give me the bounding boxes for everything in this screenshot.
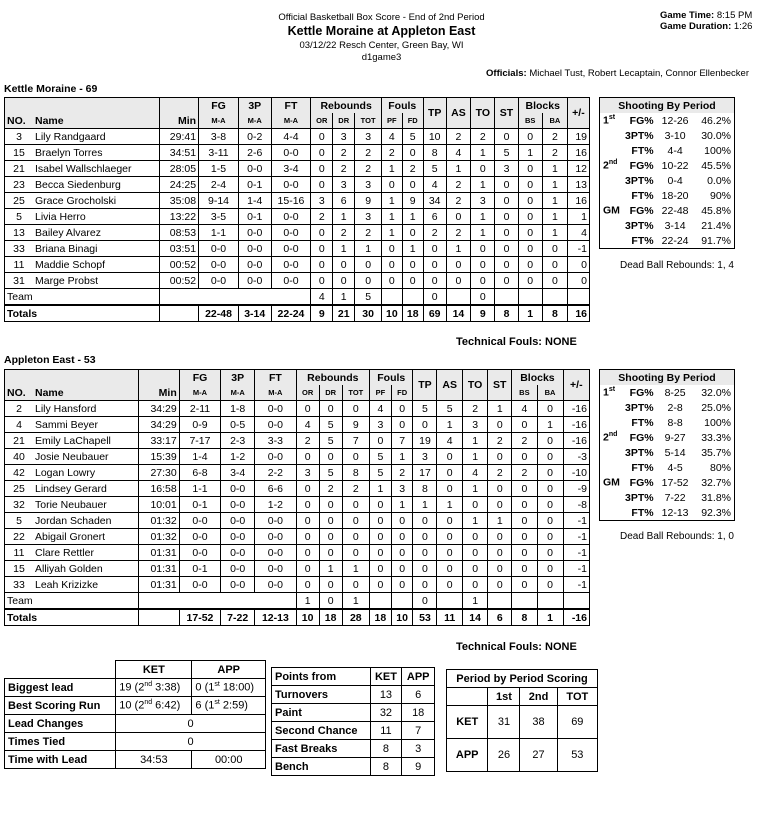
subheader-row: NO. Name Min M-A M-A M-A OR DR TOT PF FD BS BA	[5, 113, 590, 129]
player-row: 21 Emily LaChapell 33:17 7-17 2-3 3-3 2 5 7 0 7 19 4 1 2 2 0 -16	[5, 433, 590, 449]
period-scoring-row: APP 26 27 53	[447, 739, 598, 772]
team1-shooting-table	[599, 97, 735, 249]
team1-box	[4, 97, 590, 322]
points-from	[271, 667, 435, 776]
officials: Officials: Michael Tust, Robert Lecaptain, Connor Ellenbecker	[486, 68, 749, 79]
game-summary	[4, 660, 266, 769]
period-scoring-header: 1st 2nd TOT	[447, 688, 598, 706]
player-row: 11 Clare Rettler 01:31 0-0 0-0 0-0 0 0 0 0 0 0 0 0 0 0 0 -1	[5, 545, 590, 561]
date-venue: 03/12/22 Resch Center, Green Bay, WI	[299, 40, 464, 51]
shooting-row: 3PT% 5-14 35.7%	[625, 446, 731, 459]
player-row: 11 Maddie Schopf 00:52 0-0 0-0 0-0 0 0 0 0 0 0 0 0 0 0 0 0	[5, 257, 590, 273]
game-duration: Game Duration: 1:26	[660, 21, 753, 32]
shooting-title-row: Shooting By Period	[600, 370, 735, 386]
shooting-row: FT% 12-13 92.3%	[631, 506, 731, 519]
shooting-row: 2nd FG% 9-27 33.3%	[603, 431, 731, 444]
points-from-row: Second Chance 11 7	[272, 722, 435, 740]
player-row: 33 Leah Krizizke 01:31 0-0 0-0 0-0 0 0 0 0 0 0 0 0 0 0 0 -1	[5, 577, 590, 593]
shooting-row: GM FG% 17-52 32.7%	[603, 476, 731, 489]
team1-title: Kettle Moraine - 69	[4, 83, 98, 95]
biggest-lead-app: 0 (1st 18:00)	[192, 679, 266, 697]
player-row: 15 Alliyah Golden 01:31 0-1 0-0 0-0 0 1 1 0 0 0 0 0 0 0 0 -1	[5, 561, 590, 577]
player-row: 23 Becca Siedenburg 24:25 2-4 0-1 0-0 0 3 3 0 0 4 2 1 0 0 1 13	[5, 177, 590, 193]
team1-dead-ball: Dead Ball Rebounds: 1, 4	[620, 260, 734, 271]
period-scoring-row: KET 31 38 69	[447, 706, 598, 739]
shooting-row: GM FG% 22-48 45.8%	[603, 204, 731, 217]
player-row: 13 Bailey Alvarez 08:53 1-1 0-0 0-0 0 2 2 1 0 2 2 1 0 0 1 4	[5, 225, 590, 241]
team-row: Team 1 0 1 0 1	[5, 593, 590, 610]
player-row: 3 Lily Randgaard 29:41 3-8 0-2 4-4 0 3 3 4 5 10 2 2 0 0 2 19	[5, 129, 590, 145]
player-row: 5 Livia Herro 13:22 3-5 0-1 0-0 2 1 3 1 1 6 0 1 0 0 1 1	[5, 209, 590, 225]
header-row: FG 3P FT Rebounds Fouls TP AS TO ST Blocks +/-	[5, 370, 590, 386]
shooting-row: FT% 4-5 80%	[631, 461, 731, 474]
shooting-row: 3PT% 2-8 25.0%	[625, 401, 731, 414]
points-from-row: Paint 32 18	[272, 704, 435, 722]
player-row: 5 Jordan Schaden 01:32 0-0 0-0 0-0 0 0 0 0 0 0 0 1 1 0 0 -1	[5, 513, 590, 529]
points-from-row: Fast Breaks 8 3	[272, 740, 435, 758]
shooting-row: 3PT% 3-10 30.0%	[625, 129, 731, 142]
game-code: d1game3	[361, 52, 402, 63]
player-row: 2 Lily Hansford 34:29 2-11 1-8 0-0 0 0 0 4 0 5 5 2 1 4 0 -16	[5, 401, 590, 417]
totals-row: Totals 22-48 3-14 22-24 9 21 30 10 18 69 14 9 8 1 8 16	[5, 305, 590, 322]
player-row: 22 Abigail Gronert 01:32 0-0 0-0 0-0 0 0 0 0 0 0 0 0 0 0 0 -1	[5, 529, 590, 545]
player-row: 33 Briana Binagi 03:51 0-0 0-0 0-0 0 1 1 0 1 0 1 0 0 0 0 -1	[5, 241, 590, 257]
team1-box-table	[4, 97, 590, 322]
player-row: 25 Grace Grocholski 35:08 9-14 1-4 15-16 3 6 9 1 9 34 2 3 0 0 1 16	[5, 193, 590, 209]
period-scoring-table	[446, 669, 598, 772]
player-row: 31 Marge Probst 00:52 0-0 0-0 0-0 0 0 0 0 0 0 0 0 0 0 0 0	[5, 273, 590, 289]
totals-row: Totals 17-52 7-22 12-13 10 18 28 18 10 53 11 14 6 8 1 -16	[5, 609, 590, 626]
points-from-table	[271, 667, 435, 776]
shooting-row: 3PT% 3-14 21.4%	[625, 219, 731, 232]
biggest-lead-ket: 19 (2nd 3:38)	[116, 679, 192, 697]
player-row: 40 Josie Neubauer 15:39 1-4 1-2 0-0 0 0 0 5 1 3 0 1 0 0 0 -3	[5, 449, 590, 465]
shooting-row: 1st FG% 8-25 32.0%	[603, 386, 731, 399]
player-row: 42 Logan Lowry 27:30 6-8 3-4 2-2 3 5 8 5 2 17 0 4 2 2 0 -10	[5, 465, 590, 481]
report-title: Official Basketball Box Score - End of 2nd Period	[278, 12, 485, 23]
period-scoring	[446, 669, 598, 772]
player-row: 4 Sammi Beyer 34:29 0-9 0-5 0-0 4 5 9 3 0 0 1 3 0 0 1 -16	[5, 417, 590, 433]
team1-shooting-panel	[599, 97, 735, 249]
team2-shooting-panel	[599, 369, 735, 521]
team1-technical: Technical Fouls: NONE	[456, 336, 577, 348]
player-row: 32 Torie Neubauer 10:01 0-1 0-0 1-2 0 0 0 0 1 1 1 0 0 0 0 -8	[5, 497, 590, 513]
subheader-row: NO. Name Min M-A M-A M-A OR DR TOT PF FD BS BA	[5, 385, 590, 401]
team2-box-table	[4, 369, 590, 626]
shooting-row: 2nd FG% 10-22 45.5%	[603, 159, 731, 172]
shooting-row: FT% 4-4 100%	[631, 144, 731, 157]
header-row: FG 3P FT Rebounds Fouls TP AS TO ST Blocks +/-	[5, 98, 590, 114]
points-from-row: Turnovers 13 6	[272, 686, 435, 704]
period-scoring-title-row: Period by Period Scoring	[447, 670, 598, 688]
best-run-ket: 10 (2nd 6:42)	[116, 697, 192, 715]
shooting-row: 3PT% 0-4 0.0%	[625, 174, 731, 187]
points-from-header: Points from KET APP	[272, 668, 435, 686]
points-from-row: Bench 8 9	[272, 758, 435, 776]
game-summary-table: KET APP Biggest lead 19 (2nd 3:38) 0 (1st 18:00) Best Scoring Run 10 (2nd 6:42) 6 (1st 2:59) Lead Changes 0 Times Tied 0 Time with Lead 34:53 00:00	[4, 660, 266, 769]
shooting-row: FT% 22-24 91.7%	[631, 234, 731, 247]
team2-dead-ball: Dead Ball Rebounds: 1, 0	[620, 531, 734, 542]
team2-shooting-table	[599, 369, 735, 521]
player-row: 15 Braelyn Torres 34:51 3-11 2-6 0-0 0 2 2 2 0 8 4 1 5 1 2 16	[5, 145, 590, 161]
game-time: Game Time: 8:15 PM	[660, 10, 753, 21]
game-title: Kettle Moraine at Appleton East	[287, 24, 476, 38]
shooting-title-row: Shooting By Period	[600, 98, 735, 114]
player-row: 21 Isabel Wallschlaeger 28:05 1-5 0-0 3-4 0 2 2 1 2 5 1 0 3 0 1 12	[5, 161, 590, 177]
team2-technical: Technical Fouls: NONE	[456, 641, 577, 653]
team2-title: Appleton East - 53	[4, 354, 96, 366]
shooting-row: 3PT% 7-22 31.8%	[625, 491, 731, 504]
shooting-row: FT% 18-20 90%	[631, 189, 731, 202]
shooting-row: FT% 8-8 100%	[631, 416, 731, 429]
shooting-row: 1st FG% 12-26 46.2%	[603, 114, 731, 127]
team2-box	[4, 369, 590, 626]
team-row: Team 4 1 5 0 0	[5, 289, 590, 306]
best-run-app: 6 (1st 2:59)	[192, 697, 266, 715]
player-row: 25 Lindsey Gerard 16:58 1-1 0-0 6-6 0 2 2 1 3 8 0 1 0 0 0 -9	[5, 481, 590, 497]
